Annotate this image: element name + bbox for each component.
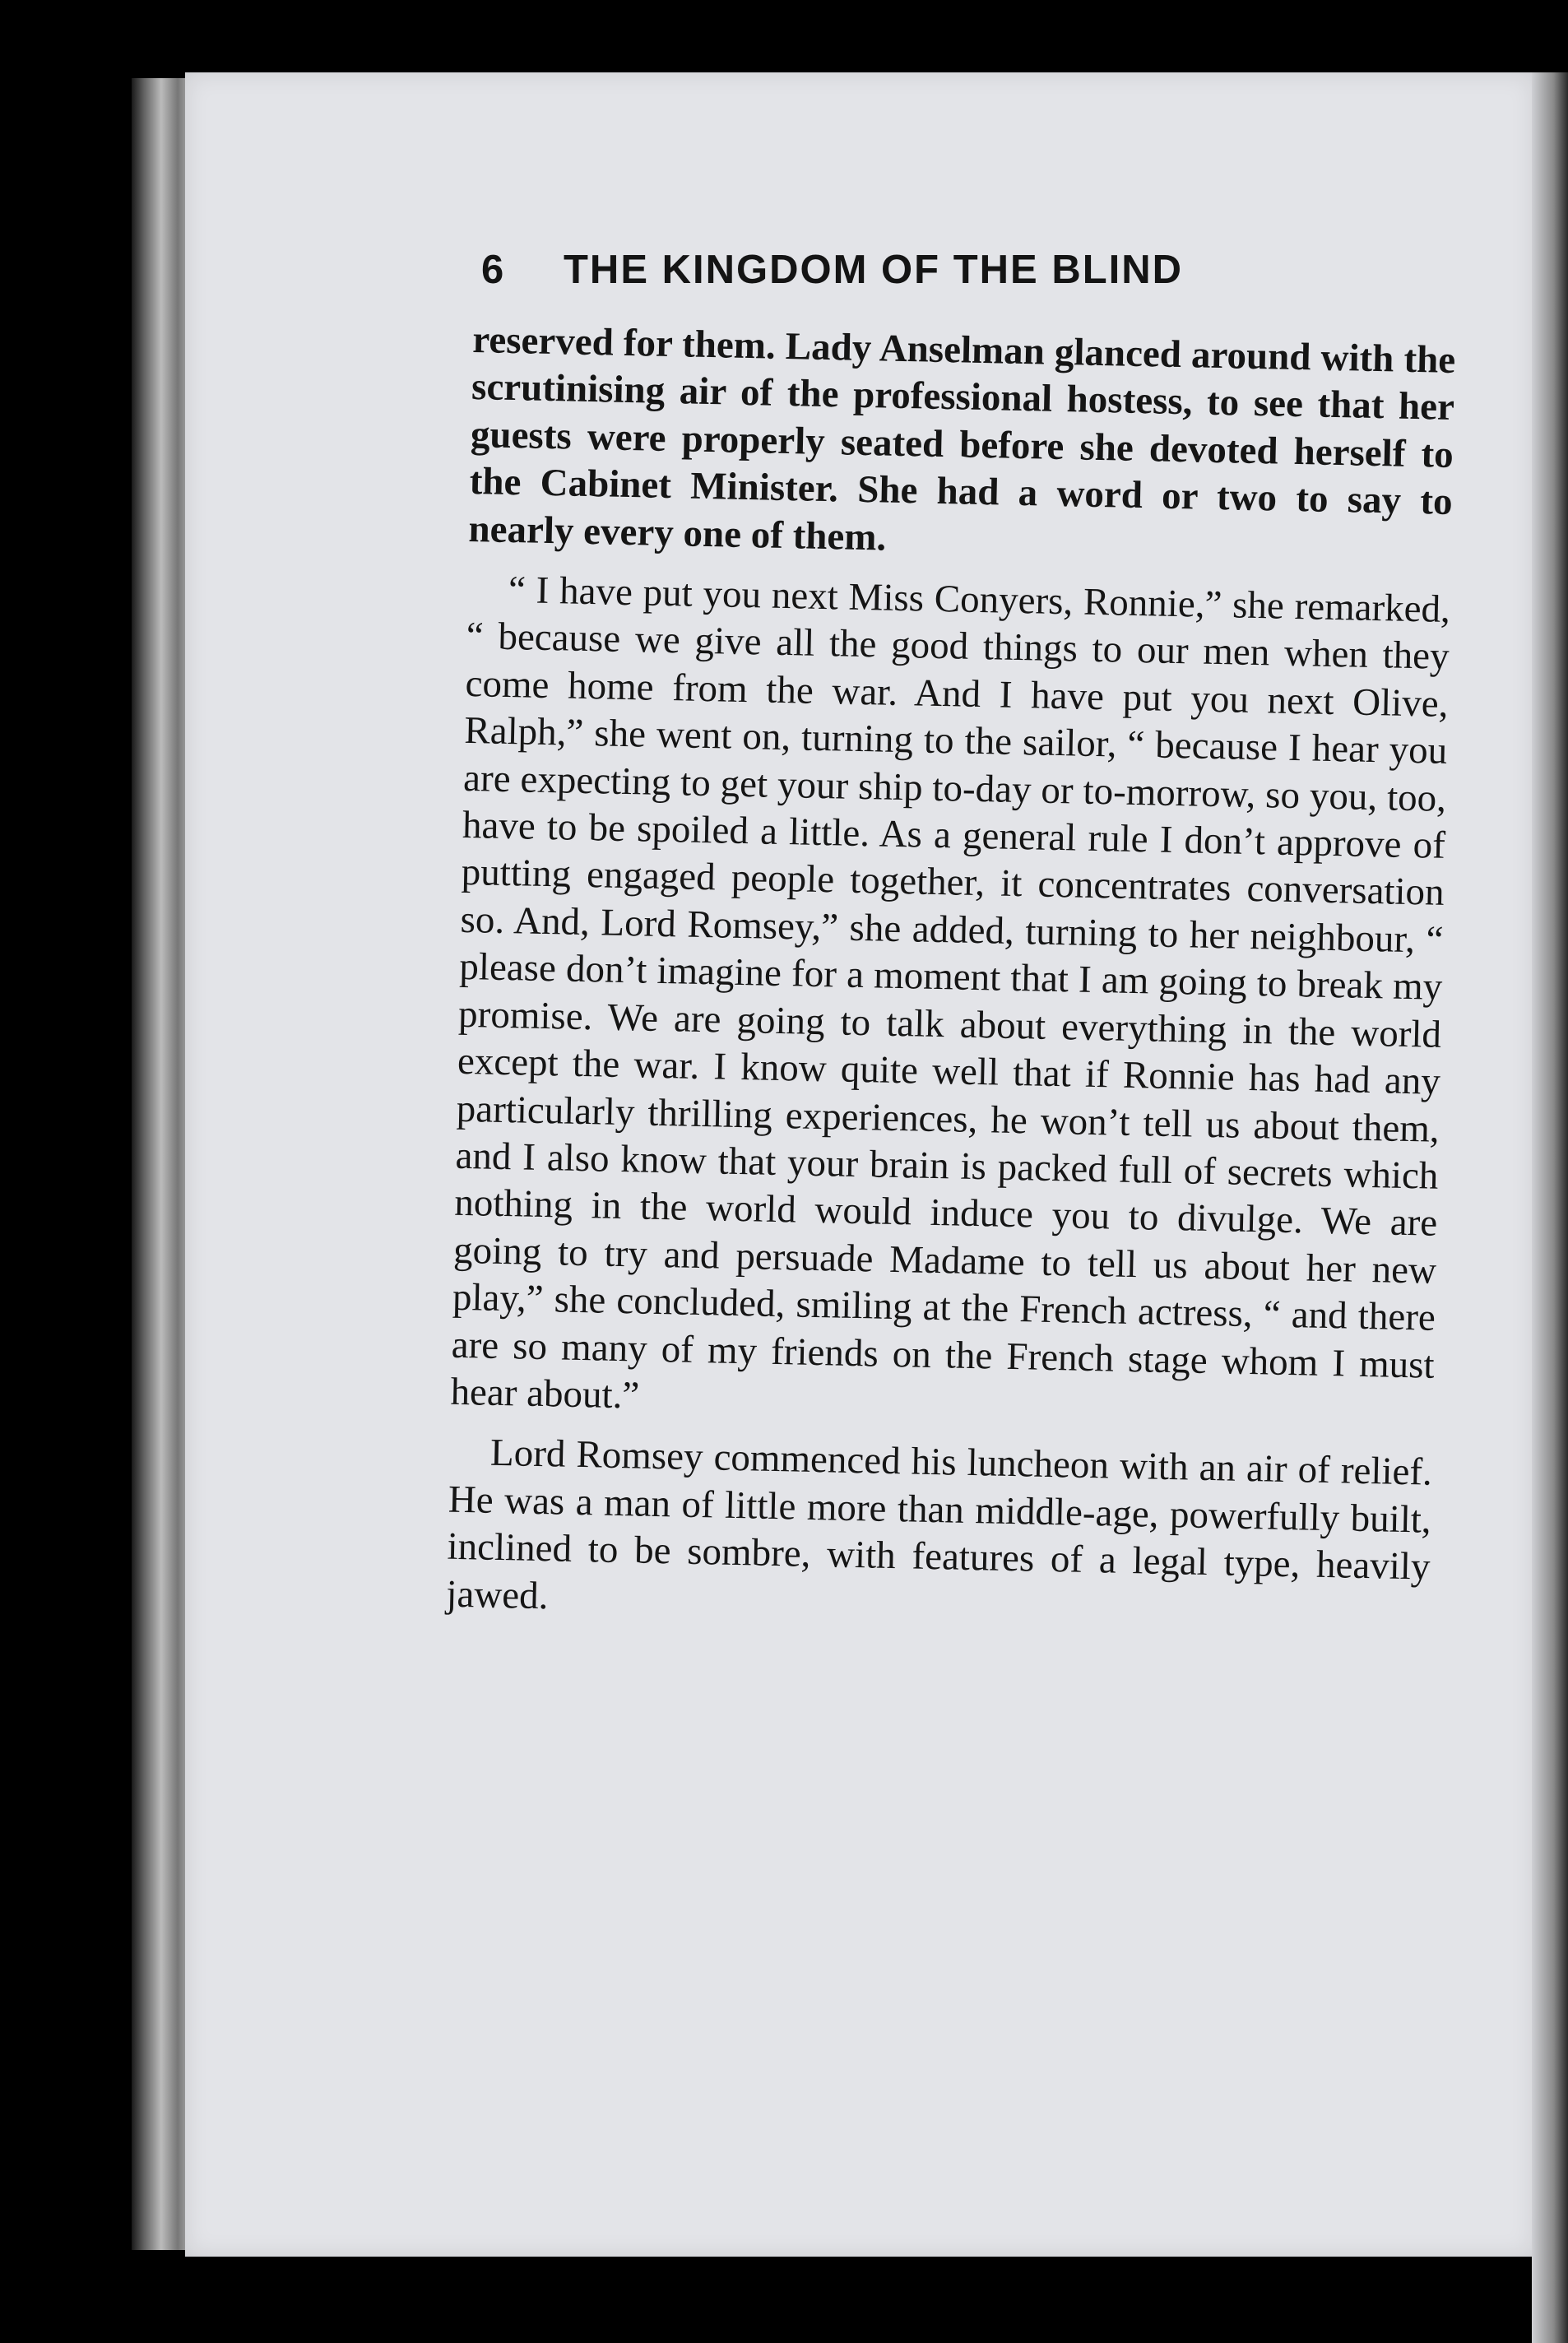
- page-text-body: [446, 317, 1456, 1639]
- page-number: 6: [481, 248, 506, 292]
- paragraph-3: Lord Romsey commenced his luncheon with an air of relief. He was a man of little more than middle-age, powerfully built, inclined to be sombre, with features of a legal type, heavily jawed.: [445, 1431, 1433, 1617]
- paragraph-1: reserved for them. Lady Anselman glanced around with the scrutinising air of the professional hostess, to see that her guests were properly seated before she devoted herself to the Cabinet Minister. She had a word or two to say to nearly every one of them.: [468, 318, 1456, 559]
- page-edge-right: [1532, 72, 1568, 2343]
- paragraph-2: “ I have put you next Miss Conyers, Ronnie,” she remarked, “ because we give all the good things to our men when they come home from the war. And I have put you next Olive, Ralph,” she went on, turning to the sailor, “ because I hear you are expecting to get your ship to-day or to-morrow, so you, too, have to be spoiled a little. As a general rule I don’t approve of putting engaged people together, it concentrates conversation so. And, Lord Romsey,” she added, turning to her neighbour, “ please don’t imagine for a moment that I am going to break my promise. We are going to talk about everything in the world except the war. I know quite well that if Ronnie has had any particularly thrilling experiences, he won’t tell us about them, and I also know that your brain is packed full of secrets which nothing in the world would induce you to divulge. We are going to try and persuade Madame to tell us about her new play,” she concluded, smiling at the French actress, “ and there are so many of my friends on the French stage whom I must hear about.”: [450, 568, 1451, 1417]
- running-header: [481, 247, 1353, 293]
- running-title: THE KINGDOM OF THE BLIND: [564, 248, 1184, 292]
